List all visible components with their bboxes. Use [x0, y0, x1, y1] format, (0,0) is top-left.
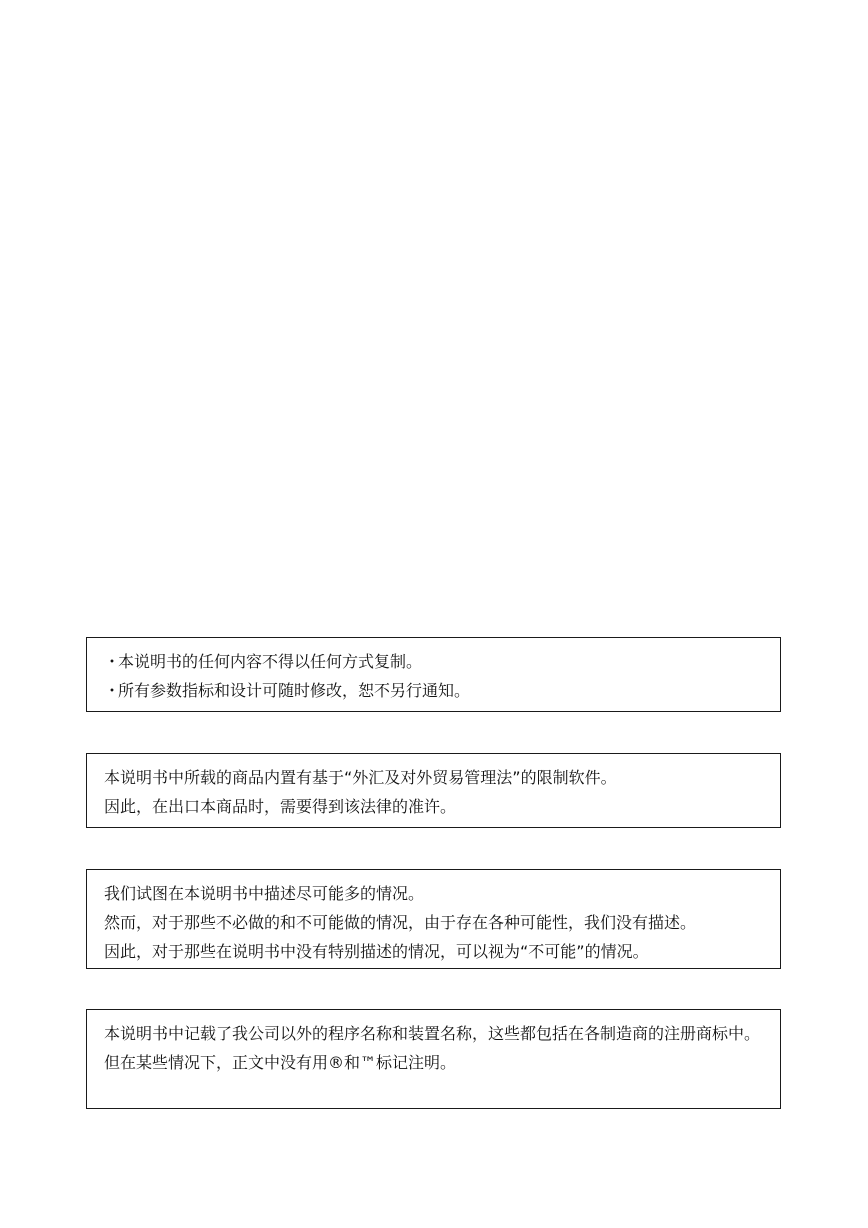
copyright-notice-line	[104, 647, 766, 676]
documentation-scope-notice-box	[86, 869, 781, 969]
documentation-scope-notice-line: 我们试图在本说明书中描述尽可能多的情况。	[104, 884, 425, 903]
trademark-notice-box	[86, 1009, 781, 1109]
documentation-scope-notice-line: 因此，对于那些在说明书中没有特别描述的情况，可以视为“不可能”的情况。	[104, 942, 649, 961]
copyright-notice-text: 本说明书的任何内容不得以任何方式复制。	[118, 652, 423, 671]
export-control-notice-box	[86, 753, 781, 828]
documentation-scope-notice-line: 然而，对于那些不必做的和不可能做的情况，由于存在各种可能性，我们没有描述。	[104, 913, 697, 932]
copyright-notice-box	[86, 637, 781, 712]
export-control-notice-line: 本说明书中所载的商品内置有基于“外汇及对外贸易管理法”的限制软件。	[104, 768, 617, 787]
export-control-notice-line: 因此，在出口本商品时，需要得到该法律的准许。	[104, 797, 457, 816]
bullet-marker: ・	[104, 681, 121, 700]
trademark-notice-line: 本说明书中记载了我公司以外的程序名称和装置名称，这些都包括在各制造商的注册商标中。	[104, 1024, 761, 1043]
specification-change-notice-text: 所有参数指标和设计可随时修改，恕不另行通知。	[118, 681, 471, 700]
trademark-notice-line: 但在某些情况下，正文中没有用®和™标记注明。	[104, 1053, 457, 1072]
bullet-marker: ・	[104, 652, 121, 671]
copyright-notice-line	[104, 676, 766, 705]
